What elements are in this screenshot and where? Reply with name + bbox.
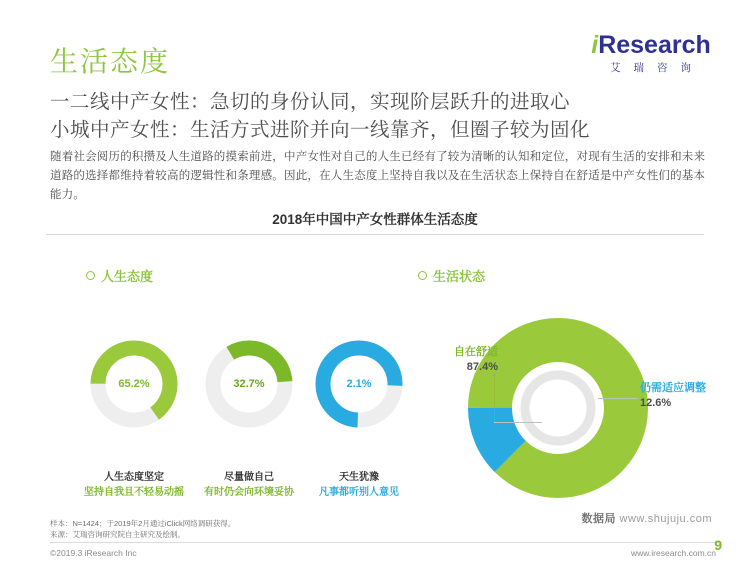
- logo-i-letter: i: [591, 31, 599, 59]
- label-comfortable: [398, 345, 498, 375]
- section-right-label: 生活状态: [433, 269, 486, 284]
- bullet-icon: [418, 271, 427, 280]
- bullet-icon: [86, 271, 95, 280]
- donut-2-caption-line1: 尽量做自己: [224, 472, 274, 483]
- subtitle-line-1: 一二线中产女性：急切的身份认同，实现阶层跃升的进取心: [50, 91, 571, 113]
- donut-3-caption-line1: 天生犹豫: [339, 472, 379, 483]
- footer-divider: [50, 542, 722, 543]
- leader-line-green: [494, 374, 495, 422]
- donut-1-value: 65.2%: [118, 378, 150, 390]
- section-heading-life-state: [418, 266, 485, 285]
- slide-content: [28, 18, 722, 558]
- watermark-url: www.shujuju.com: [619, 513, 712, 525]
- donut-1-caption: [69, 470, 199, 500]
- watermark-cn: 数据局: [581, 513, 616, 525]
- donut-2-caption-line2: 有时仍会向环境妥协: [204, 487, 294, 498]
- iresearch-logo: [586, 32, 716, 75]
- section-heading-life-attitude: [86, 266, 153, 285]
- label-adjusting-value: 12.6%: [640, 397, 672, 409]
- copyright-text: ©2019.3 iResearch Inc: [50, 548, 137, 558]
- donut-2-value: 32.7%: [233, 378, 265, 390]
- donut-chart-1: [88, 338, 180, 430]
- donut-3-caption-line2: 凡事都听别人意见: [319, 487, 399, 498]
- donut-3-caption: [294, 470, 424, 500]
- donut-1-caption-line2: 坚持自我且不轻易动摇: [84, 487, 184, 498]
- subtitle-line-2: 小城中产女性：生活方式进阶并向一线靠齐，但圈子较为固化: [50, 119, 591, 141]
- source-note: [50, 518, 235, 540]
- donut-3-value: 2.1%: [346, 378, 372, 390]
- label-comfortable-value: 87.4%: [466, 361, 498, 373]
- page-number: 9: [714, 537, 722, 553]
- body-paragraph: 随着社会阅历的积攒及人生道路的摸索前进，中产女性对自己的人生已经有了较为清晰的认知和定位，对现有生活的安排和未来道路的选择都维持着较高的逻辑性和条理感。因此，在人生态度上坚持自我以及在生活状态上保持自在舒适是中产女性们的基本能力。: [50, 151, 706, 201]
- donut-chart-2: [203, 338, 295, 430]
- chart-title: 2018年中国中产女性群体生活态度: [272, 212, 478, 227]
- chart-divider: [46, 234, 704, 235]
- source-note-line2: 来源：艾瑞咨询研究院自主研究及绘制。: [50, 530, 185, 539]
- donut-1-caption-line1: 人生态度坚定: [104, 472, 164, 483]
- section-left-label: 人生态度: [101, 269, 154, 284]
- logo-research-text: Research: [598, 31, 711, 59]
- label-adjusting-name: 仍需适应调整: [640, 382, 706, 394]
- logo-subtitle: 艾 瑞 咨 询: [610, 62, 696, 74]
- page-title: 生活态度: [50, 46, 171, 77]
- source-note-line1: 样本：N=1424；于2019年2月通过iClick网络调研获得。: [50, 519, 236, 528]
- leader-line-blue: [598, 398, 638, 399]
- watermark: [581, 510, 712, 526]
- label-comfortable-name: 自在舒适: [454, 346, 498, 358]
- donut-chart-3: [313, 338, 405, 430]
- website-url: www.iresearch.com.cn: [630, 548, 716, 558]
- logo-wordmark: [586, 32, 716, 58]
- leader-line-green-h: [494, 422, 542, 423]
- label-adjusting: [640, 381, 750, 411]
